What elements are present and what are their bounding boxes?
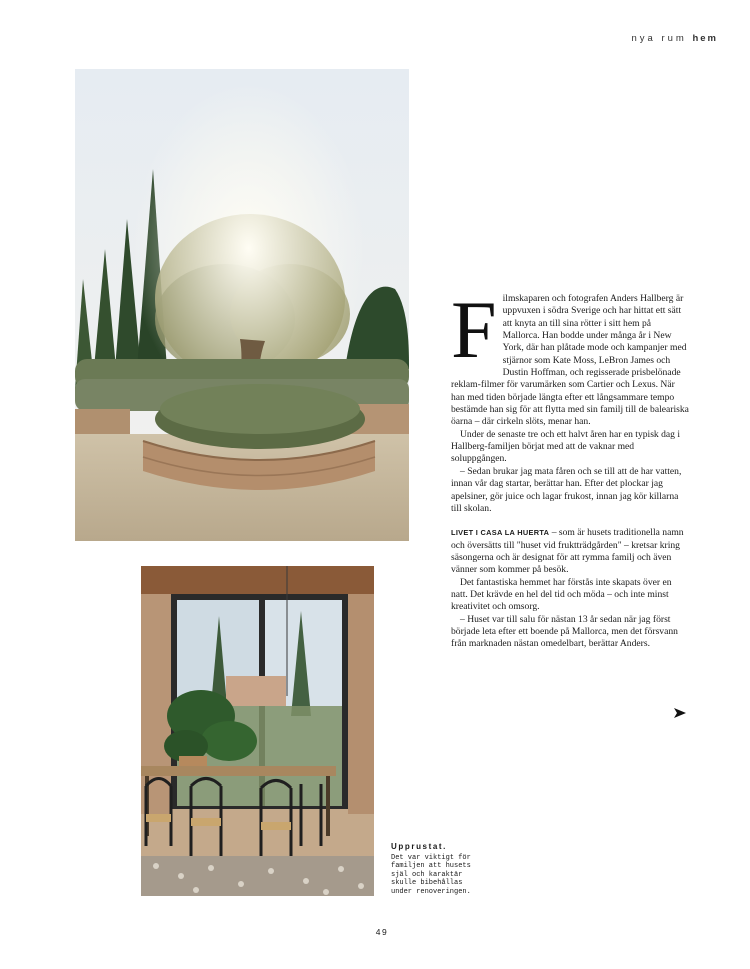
caption-text: Det var viktigt för familjen att husets själ och karaktär skulle bibehållas under renoveringen. [391, 853, 471, 896]
dining-room-interior-photo [141, 566, 374, 896]
article-section-paragraph [451, 527, 689, 576]
magazine-section-header [631, 33, 718, 44]
photo-caption [391, 843, 481, 897]
header-section-label: hem [692, 33, 718, 44]
section-text: – som är husets traditionella namn och översätts till "huset vid fruktträdgården" – kretsar kring säsongerna och är designat för att rymma familj och även vänner som kommer på besök. [451, 527, 684, 576]
page-number: 49 [375, 927, 389, 937]
drop-cap: F [451, 284, 497, 375]
article-intro-paragraph [451, 284, 689, 429]
article-paragraph-5: Det fantastiska hemmet har förstås inte skapats över en natt. Det krävde en hel del tid och möda – och inte minst kreativitet och omsorg. [451, 576, 672, 613]
caption-title: Upprustat. [391, 842, 447, 851]
article-paragraph-6: – Huset var till salu för nästan 13 år sedan när jag först började leta efter ett boende på Mallorca, men det försvann från marknaden nästan omedelbart, berättar Anders. [451, 613, 678, 650]
continue-arrow-icon [673, 706, 687, 720]
section-lead-in: LIVET I CASA LA HUERTA [451, 528, 550, 538]
garden-olive-tree-photo [75, 69, 409, 541]
article-body [451, 284, 689, 651]
header-section-name: nya rum [631, 33, 687, 44]
article-paragraph-3: – Sedan brukar jag mata fåren och se till att de har vatten, innan vår dag startar, berättar han. Efter det plockar jag apelsiner, gör juice och lagar frukost, innan jag kör killarna till skolan. [451, 465, 682, 514]
intro-text: ilmskaparen och fotografen Anders Hallberg är uppvuxen i södra Sverige och har hittat ett sätt att knyta an till sina rötter i sitt hem på Mallorca. Han bodde under många år i New York, där han plåtade mode och kampanjer med stjärnor som Kate Moss, LeBron James och Dustin Hoffman, och regisserade prisbelönade reklam-filmer för varumärken som Cartier och Lexus. När han med tiden började längta efter ett långsammare tempo bestämde han sig för att flytta med sin familj till de baleariska öarna – där cirkeln slöts, menar han. [451, 293, 689, 428]
article-paragraph-2: Under de senaste tre och ett halvt åren har en typisk dag i Hallberg-familjen börjat med att de vaknar med soluppgången. [451, 428, 681, 465]
